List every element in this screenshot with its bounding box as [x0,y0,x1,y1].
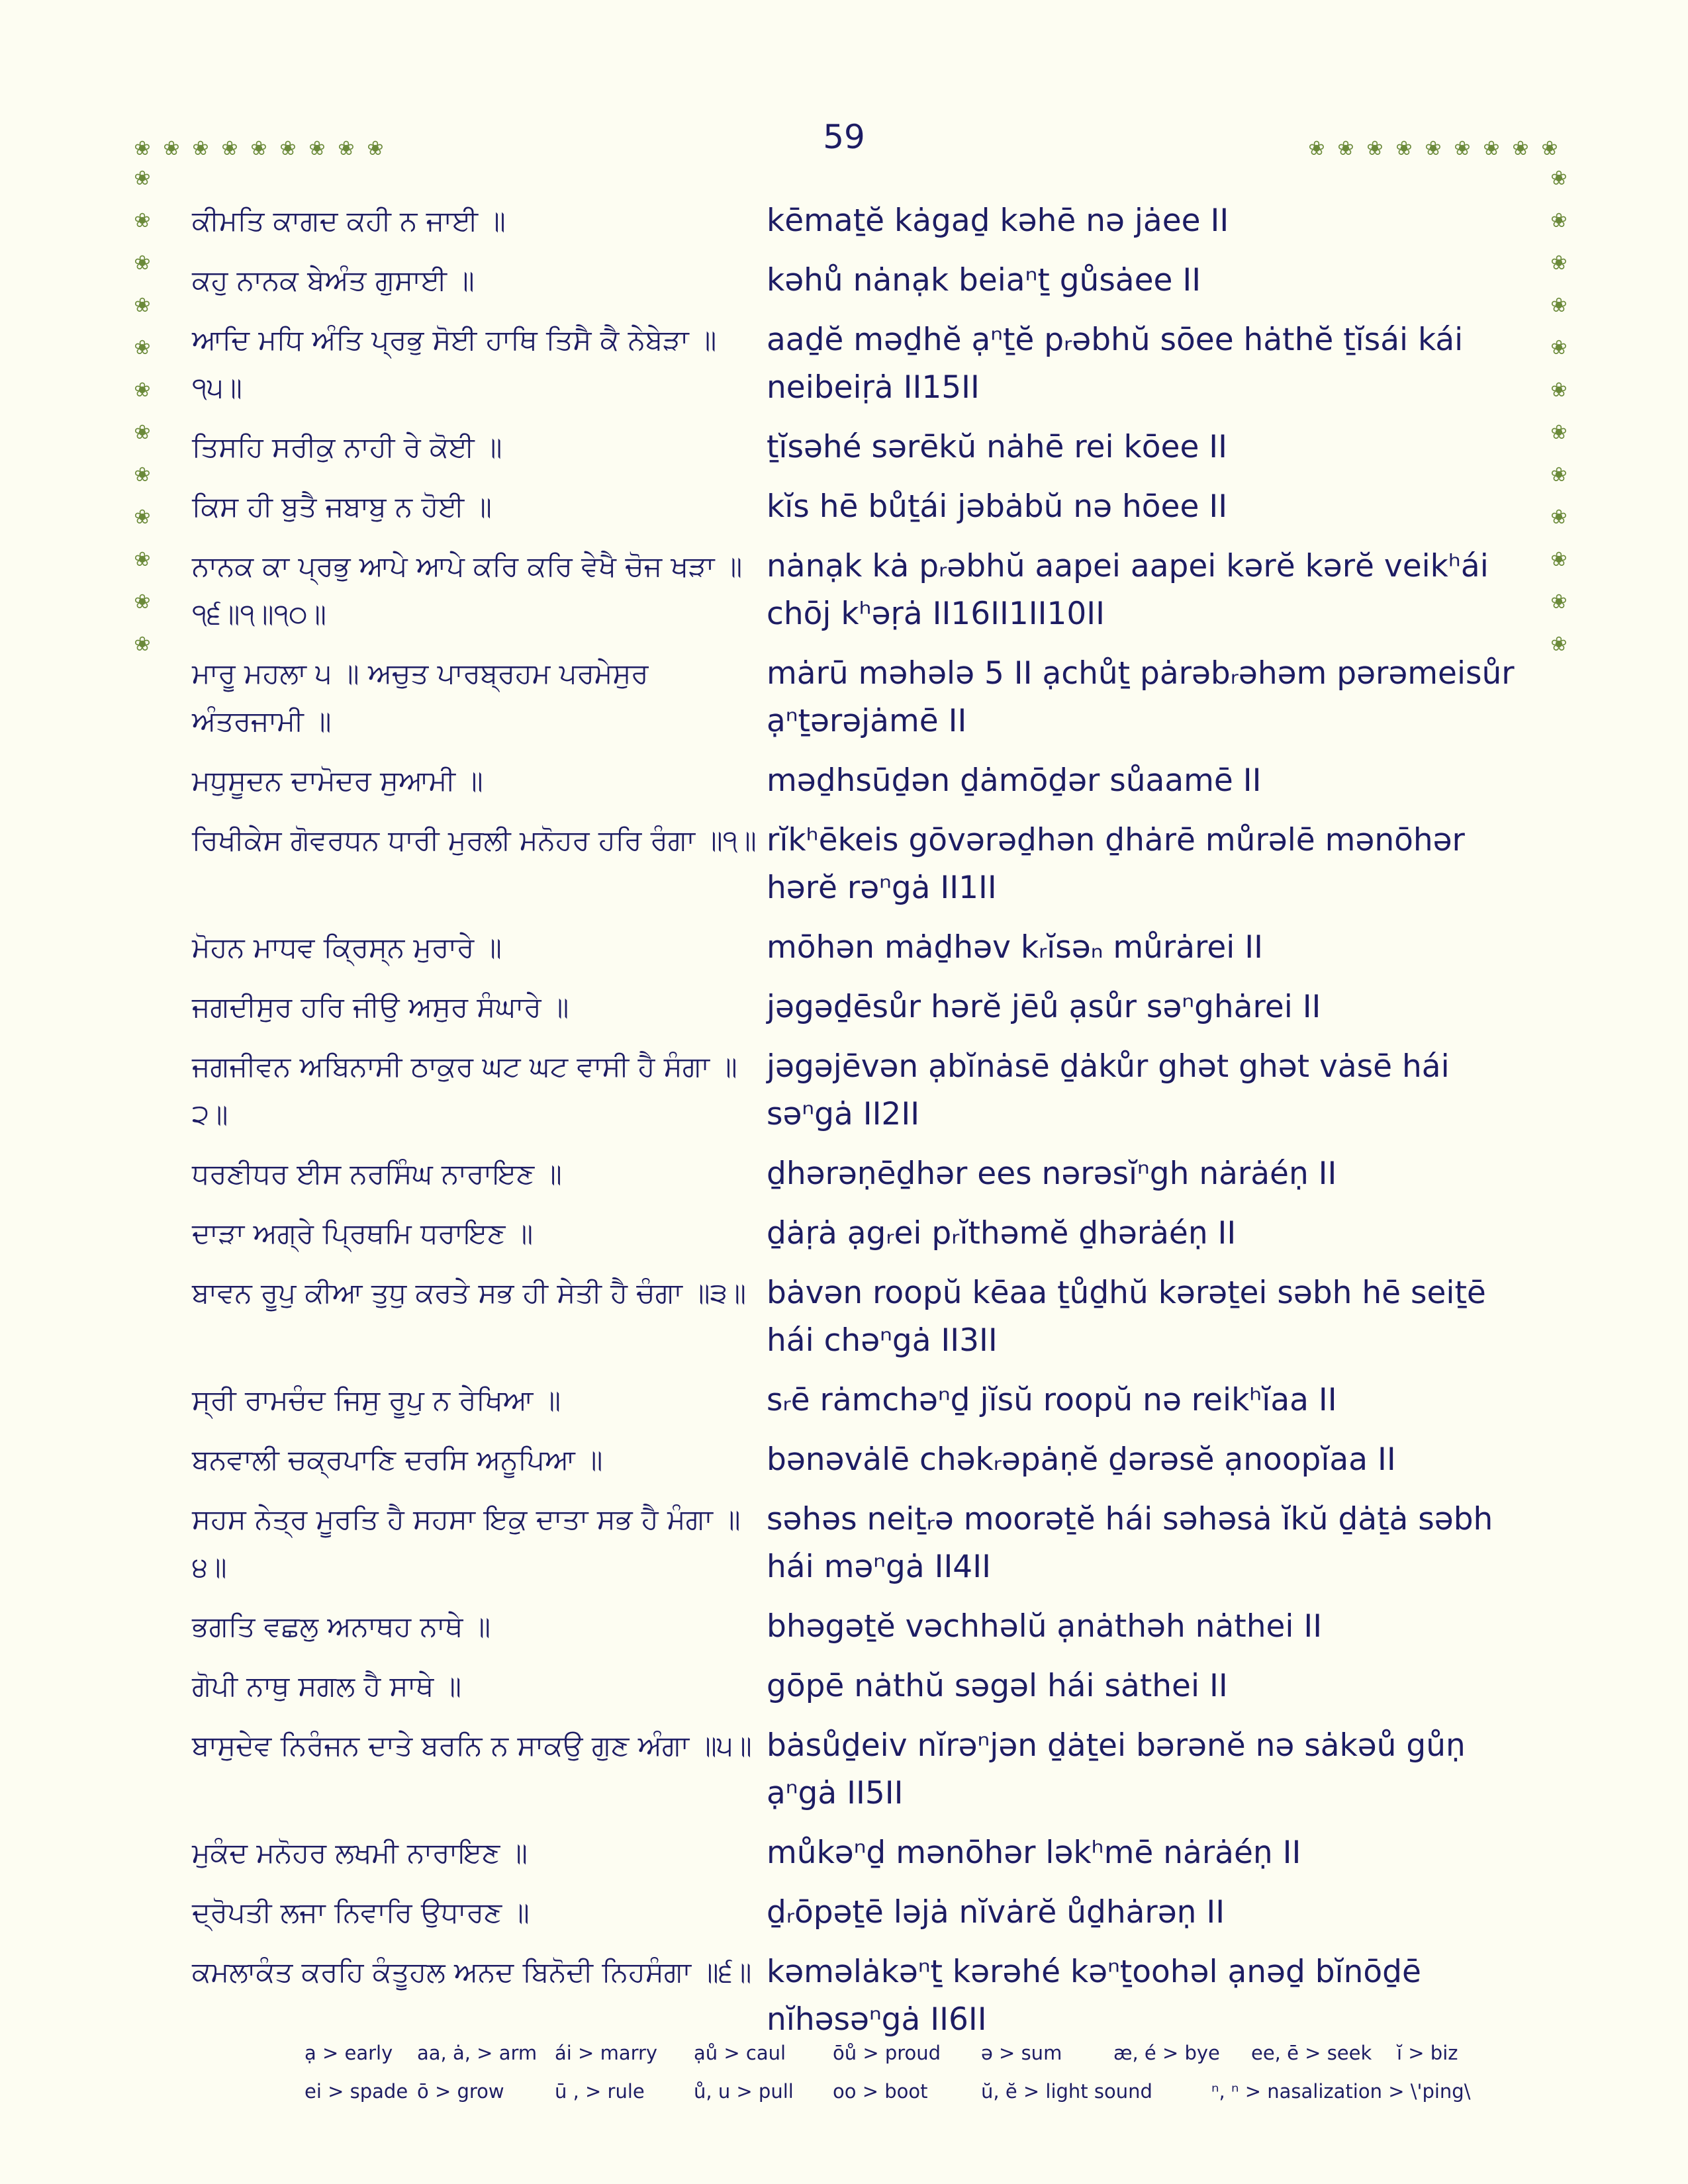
legend-item: ái > marry [555,2042,658,2064]
gurmukhi-text: ਤਿਸਹਿ ਸਰੀਕੁ ਨਾਹੀ ਰੇ ਕੋਈ ॥ [192,431,502,463]
flower-ornament-icon: ❀ [221,137,238,160]
gurmukhi-text: ਆਦਿ ਮਧਿ ਅੰਤਿ ਪ੍ਰਭੁ ਸੋਈ ਹਾਥਿ ਤਿਸੈ ਕੈ ਨੇਬੇੜਾ ॥੧੫॥ [192,324,717,404]
legend-item: ee, ē > seek [1251,2042,1372,2064]
transliteration-text: nȧnạk kȧ pᵣəbhŭ aapei aapei kərĕ kərĕ veikʰái chōj kʰəṛȧ II16II1II10II [767,548,1489,632]
verse-row [192,257,1523,304]
flower-ornament-icon: ❀ [1550,421,1568,444]
legend-item: ạ > early [305,2042,393,2064]
transliteration-text: kĭs hē bůṯái jəbȧbŭ nə hōee II [767,488,1228,525]
transliteration-text: kəməlȧkəⁿṯ kərəhé kəⁿṯoohəl ạnəḏ bĭnōḏē nĭhəsəⁿgȧ II6II [767,1954,1421,2038]
transliteration-text: jəgəjēvən ạbĭnȧsē ḏȧkůr ghət ghət vȧsē hái səⁿgȧ II2II [767,1048,1450,1132]
flower-ornament-icon: ❀ [1550,336,1568,359]
legend-item: ə > sum [981,2042,1062,2064]
transliteration-text: rĭkʰēkeis gōvərəḏhən ḏhȧrē můrəlē mənōhər hərĕ rəⁿgȧ II1II [767,822,1465,906]
gurmukhi-text: ਦਾੜਾ ਅਗ੍ਰੇ ਪ੍ਰਿਥਮਿ ਧਰਾਇਣ ॥ [192,1217,534,1250]
legend-item: ů, u > pull [694,2080,794,2103]
flower-ornament-icon: ❀ [1550,633,1568,656]
flower-ornament-icon: ❀ [1550,294,1568,317]
flower-ornament-icon: ❀ [308,137,326,160]
verse-row [192,983,1523,1031]
verse-row [192,483,1523,531]
flower-ornament-icon: ❀ [1425,137,1442,160]
flower-ornament-icon: ❀ [192,137,209,160]
transliteration-text: gōpē nȧthŭ səgəl hái sȧthei II [767,1668,1228,1704]
verse-row [192,757,1523,805]
flower-ornament-icon: ❀ [338,137,355,160]
transliteration-text: kēmaṯĕ kȧgaḏ kəhē nə jȧee II [767,203,1229,239]
transliteration-text: ḏȧṛȧ ạgᵣei pᵣĭthəmĕ ḏhərȧéṇ II [767,1215,1237,1251]
legend-item: ŭ, ĕ > light sound [981,2080,1152,2103]
legend-item: ạů > caul [694,2042,786,2064]
flower-ornament-icon: ❀ [1550,251,1568,275]
gurmukhi-text: ਗੋਪੀ ਨਾਥੁ ਸਗਲ ਹੈ ਸਾਥੇ ॥ [192,1670,461,1702]
verse-row [192,543,1523,638]
legend-row [305,2080,1496,2118]
legend-item: ei > spade [305,2080,408,2103]
gurmukhi-text: ਕਮਲਾਕੰਤ ਕਰਹਿ ਕੰਤੂਹਲ ਅਨਦ ਬਿਨੋਦੀ ਨਿਹਸੰਗਾ ॥੬॥ [192,1956,752,1988]
legend-item: æ, é > bye [1113,2042,1220,2064]
legend-item: ū , > rule [555,2080,645,2103]
flower-ornament-icon: ❀ [1337,137,1354,160]
flower-ornament-icon: ❀ [134,251,151,275]
flower-ornament-icon: ❀ [1308,137,1325,160]
legend-item: ō > grow [417,2080,504,2103]
verse-row [192,1722,1523,1817]
verse-row [192,1829,1523,1877]
gurmukhi-text: ਕੀਮਤਿ ਕਾਗਦ ਕਹੀ ਨ ਜਾਈ ॥ [192,205,506,237]
gurmukhi-text: ਜਗਦੀਸੁਰ ਹਰਿ ਜੀਉ ਅਸੁਰ ਸੰਘਾਰੇ ॥ [192,991,569,1023]
legend-item: ōů > proud [833,2042,941,2064]
flower-ornament-icon: ❀ [134,137,151,160]
transliteration-text: bənəvȧlē chəkᵣəpȧṇĕ ḏərəsĕ ạnoopĭaa II [767,1441,1396,1478]
gurmukhi-text: ਨਾਨਕ ਕਾ ਪ੍ਰਭੁ ਆਪੇ ਆਪੇ ਕਰਿ ਕਰਿ ਵੇਖੈ ਚੋਜ ਖੜਾ ॥੧੬॥੧॥੧੦॥ [192,550,743,630]
verse-row [192,924,1523,972]
flower-ornament-icon: ❀ [1550,590,1568,614]
transliteration-text: kəhů nȧnạk beiaⁿṯ gůsȧee II [767,262,1201,298]
verse-row [192,1889,1523,1936]
verse-row [192,817,1523,912]
flower-ornament-icon: ❀ [134,590,151,614]
gurmukhi-text: ਸ੍ਰੀ ਰਾਮਚੰਦ ਜਿਸੁ ਰੂਪੁ ਨ ਰੇਖਿਆ ॥ [192,1384,561,1416]
flower-ornament-icon: ❀ [1366,137,1383,160]
transliteration-text: jəgəḏēsůr hərĕ jēů ạsůr səⁿghȧrei II [767,989,1321,1025]
flower-ornament-icon: ❀ [134,463,151,486]
flower-ornament-icon: ❀ [1483,137,1500,160]
verse-row [192,197,1523,245]
gurmukhi-text: ਧਰਣੀਧਰ ਈਸ ਨਰਸਿੰਘ ਨਾਰਾਇਣ ॥ [192,1158,562,1190]
gurmukhi-text: ਰਿਖੀਕੇਸ ਗੋਵਰਧਨ ਧਾਰੀ ਮੁਰਲੀ ਮਨੋਹਰ ਹਰਿ ਰੰਗਾ ॥੧॥ [192,824,757,856]
flower-ornament-icon: ❀ [1550,548,1568,571]
transliteration-text: mȧrū məhələ 5 II ạchůṯ pȧrəbᵣəhəm pərəmeisůr ạⁿṯərəjȧmē II [767,655,1515,739]
flower-ornament-icon: ❀ [134,421,151,444]
verse-row [192,1496,1523,1591]
transliteration-text: bȧvən roopŭ kēaa ṯůḏhŭ kərəṯei səbh hē seiṯē hái chəⁿgȧ II3II [767,1275,1486,1359]
flower-ornament-icon: ❀ [134,506,151,529]
flower-ornament-icon: ❀ [134,633,151,656]
flower-ornament-icon: ❀ [1550,463,1568,486]
legend-item: ⁿ, ⁿ > nasalization > \'ping\ [1211,2080,1471,2103]
gurmukhi-text: ਮੋਹਨ ਮਾਧਵ ਕ੍ਰਿਸ੍ਨ ਮੁਰਾਰੇ ॥ [192,931,502,964]
gurmukhi-text: ਬਾਵਨ ਰੂਪੁ ਕੀਆ ਤੁਧੁ ਕਰਤੇ ਸਭ ਹੀ ਸੇਤੀ ਹੈ ਚੰਗਾ ॥੩॥ [192,1277,747,1309]
gurmukhi-text: ਭਗਤਿ ਵਛਲੁ ਅਨਾਥਹ ਨਾਥੇ ॥ [192,1610,491,1643]
flower-ornament-icon: ❀ [134,548,151,571]
flower-ornament-icon: ❀ [134,209,151,232]
gurmukhi-text: ਮਧੁਸੂਦਨ ਦਾਮੋਦਰ ਸੁਆਮੀ ॥ [192,764,483,797]
transliteration-text: bhəgəṯĕ vəchhəlŭ ạnȧthəh nȧthei II [767,1608,1323,1645]
flower-ornament-icon: ❀ [1550,506,1568,529]
gurmukhi-text: ਕਿਸ ਹੀ ਬੁਤੈ ਜਬਾਬੁ ਨ ਹੋਈ ॥ [192,490,492,523]
verse-row [192,1043,1523,1138]
verse-row [192,1662,1523,1710]
gurmukhi-text: ਸਹਸ ਨੇਤ੍ਰ ਮੂਰਤਿ ਹੈ ਸਹਸਾ ਇਕੁ ਦਾਤਾ ਸਭ ਹੈ ਮੰਗਾ ॥੪॥ [192,1503,741,1583]
verse-row [192,650,1523,745]
flower-ornament-icon: ❀ [134,167,151,190]
verse-row [192,316,1523,412]
flower-ornament-icon: ❀ [279,137,297,160]
gurmukhi-text: ਮਾਰੂ ਮਹਲਾ ੫ ॥ ਅਚੁਤ ਪਾਰਬ੍ਰਹਮ ਪਰਮੇਸੁਰ ਅੰਤਰਜਾਮੀ ॥ [192,657,649,737]
legend-item: aa, ȧ, > arm [417,2042,538,2064]
gurmukhi-text: ਕਹੁ ਨਾਨਕ ਬੇਅੰਤ ਗੁਸਾਈ ॥ [192,264,475,296]
legend-row [305,2042,1496,2080]
pronunciation-legend [305,2042,1496,2118]
verse-row [192,1150,1523,1198]
flower-ornament-icon: ❀ [1550,379,1568,402]
verse-row [192,1210,1523,1257]
flower-ornament-icon: ❀ [1550,167,1568,190]
verse-list [192,197,1523,2056]
verse-row [192,1377,1523,1424]
flower-ornament-icon: ❀ [367,137,384,160]
page-number: 59 [823,118,865,156]
flower-ornament-icon: ❀ [1512,137,1529,160]
transliteration-text: ḏᵣōpəṯē ləjȧ nĭvȧrĕ ůḏhȧrəṇ II [767,1894,1225,1931]
flower-ornament-icon: ❀ [1454,137,1471,160]
legend-item: oo > boot [833,2080,928,2103]
verse-row [192,1948,1523,2044]
gurmukhi-text: ਮੁਕੰਦ ਮਨੋਹਰ ਲਖਮੀ ਨਾਰਾਇਣ ॥ [192,1837,528,1869]
gurmukhi-text: ਜਗਜੀਵਨ ਅਬਿਨਾਸੀ ਠਾਕੁਰ ਘਟ ਘਟ ਵਾਸੀ ਹੈ ਸੰਗਾ ॥੨॥ [192,1050,737,1130]
flower-ornament-icon: ❀ [1550,209,1568,232]
verse-row [192,424,1523,471]
verse-row [192,1603,1523,1651]
transliteration-text: můkəⁿḏ mənōhər ləkʰmē nȧrȧéṇ II [767,1835,1301,1871]
transliteration-text: məḏhsūḏən ḏȧmōḏər sůaamē II [767,762,1262,799]
transliteration-text: sᵣē rȧmchəⁿḏ jĭsŭ roopŭ nə reikʰĭaa II [767,1382,1337,1418]
transliteration-text: ḏhərəṇēḏhər ees nərəsĭⁿgh nȧrȧéṇ II [767,1156,1337,1192]
flower-ornament-icon: ❀ [1395,137,1413,160]
flower-ornament-icon: ❀ [134,379,151,402]
transliteration-text: aaḏĕ məḏhĕ ạⁿṯĕ pᵣəbhŭ sōee hȧthĕ ṯĭsái kái neibeiṛȧ II15II [767,322,1464,406]
verse-row [192,1436,1523,1484]
transliteration-text: mōhən mȧḏhəv kᵣĭsəₙ můrȧrei II [767,929,1263,966]
legend-item: ĭ > biz [1397,2042,1458,2064]
flower-ornament-icon: ❀ [134,294,151,317]
transliteration-text: ṯĭsəhé sərēkŭ nȧhē rei kōee II [767,429,1228,465]
transliteration-text: səhəs neiṯᵣə moorəṯĕ hái səhəsȧ ĭkŭ ḏȧṯȧ səbh hái məⁿgȧ II4II [767,1501,1493,1585]
verse-row [192,1269,1523,1365]
flower-ornament-icon: ❀ [134,336,151,359]
gurmukhi-text: ਬਨਵਾਲੀ ਚਕ੍ਰਪਾਣਿ ਦਰਸਿ ਅਨੂਪਿਆ ॥ [192,1443,603,1476]
flower-ornament-icon: ❀ [250,137,267,160]
flower-ornament-icon: ❀ [163,137,180,160]
gurmukhi-text: ਦ੍ਰੋਪਤੀ ਲਜਾ ਨਿਵਾਰਿ ਉਧਾਰਣ ॥ [192,1896,530,1929]
flower-ornament-icon: ❀ [1541,137,1558,160]
transliteration-text: bȧsůḏeiv nĭrəⁿjən ḏȧṯei bərənĕ nə sȧkəů gůṇ ạⁿgȧ II5II [767,1727,1466,1811]
gurmukhi-text: ਬਾਸੁਦੇਵ ਨਿਰੰਜਨ ਦਾਤੇ ਬਰਨਿ ਨ ਸਾਕਉ ਗੁਣ ਅੰਗਾ ॥੫॥ [192,1729,752,1762]
